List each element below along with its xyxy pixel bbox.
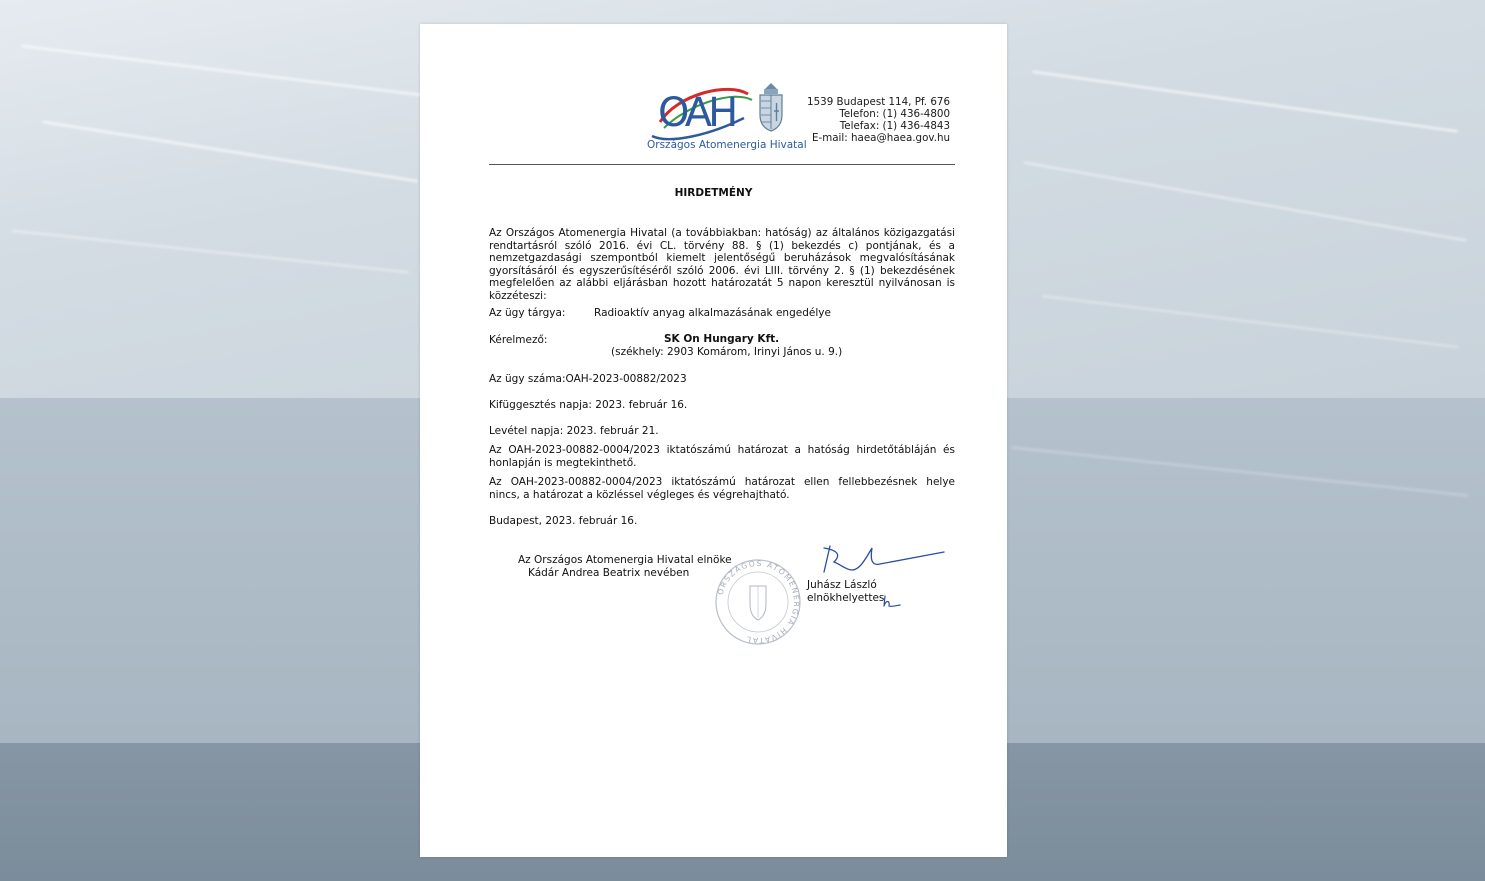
hungarian-coat-of-arms-icon	[756, 81, 786, 133]
subject-value: Radioaktív anyag alkalmazásának engedélye	[594, 307, 831, 319]
posting-date: Kifüggesztés napja: 2023. február 16.	[489, 399, 688, 411]
removal-date: Levétel napja: 2023. február 21.	[489, 425, 659, 437]
org-name: Országos Atomenergia Hivatal	[647, 139, 807, 151]
intro-paragraph: Az Országos Atomenergia Hivatal (a továbbiakban: hatóság) az általános közigazgatási rendtartásról szóló 2016. évi CL. törvény 88. § (1) bekezdés c) pontjának, és a nemzetgazdasági szempontból kiemelt jelentőségű beruházások megvalósításának gyorsításáról és egyszerűsítéséről szóló 2006. évi LIII. törvény 2. § (1) bekezdésének megfelelően az alábbi eljárásban hozott határozatát 5 napon keresztül nyilvánosan is közzéteszi:	[489, 227, 955, 302]
signatory-right-name: Juhász László	[807, 579, 877, 591]
contact-address: 1539 Budapest 114, Pf. 676	[807, 96, 950, 108]
note-no-appeal: Az OAH-2023-00882-0004/2023 iktatószámú határozat ellen fellebbezésnek helye nincs, a határozat a közléssel végleges és végrehajtható.	[489, 476, 955, 501]
signatory-right-role: elnökhelyettes	[807, 592, 885, 604]
signatory-left-line1: Az Országos Atomenergia Hivatal elnöke	[518, 554, 732, 566]
official-stamp	[712, 556, 804, 646]
subject-label: Az ügy tárgya:	[489, 307, 566, 319]
logo-letters: OAH	[658, 90, 735, 136]
stamp-text: ORSZÁGOS ATOMENERGIA HIVATAL	[715, 558, 802, 646]
applicant-seat: (székhely: 2903 Komárom, Irinyi János u. 9.)	[611, 346, 843, 358]
applicant-label: Kérelmező:	[489, 334, 548, 346]
document-title: HIRDETMÉNY	[674, 187, 753, 199]
contact-block	[807, 96, 950, 144]
contact-email: E-mail: haea@haea.gov.hu	[811, 132, 950, 144]
signatory-left-line2: Kádár Andrea Beatrix nevében	[528, 567, 690, 579]
contact-fax: Telefax: (1) 436-4843	[839, 120, 950, 132]
signatory-right	[807, 579, 884, 605]
applicant-name: SK On Hungary Kft.	[664, 333, 780, 345]
handwritten-signature	[816, 540, 946, 580]
document-page	[420, 24, 1007, 857]
place-and-date: Budapest, 2023. február 16.	[489, 515, 638, 527]
header-divider	[489, 164, 955, 165]
note-viewable: Az OAH-2023-00882-0004/2023 iktatószámú határozat a hatóság hirdetőtábláján és honlapján is megtekinthető.	[489, 444, 955, 469]
case-number: Az ügy száma:OAH-2023-00882/2023	[489, 373, 687, 385]
handwritten-initials	[882, 594, 902, 610]
signatory-left	[518, 554, 732, 580]
contact-phone: Telefon: (1) 436-4800	[839, 108, 950, 120]
